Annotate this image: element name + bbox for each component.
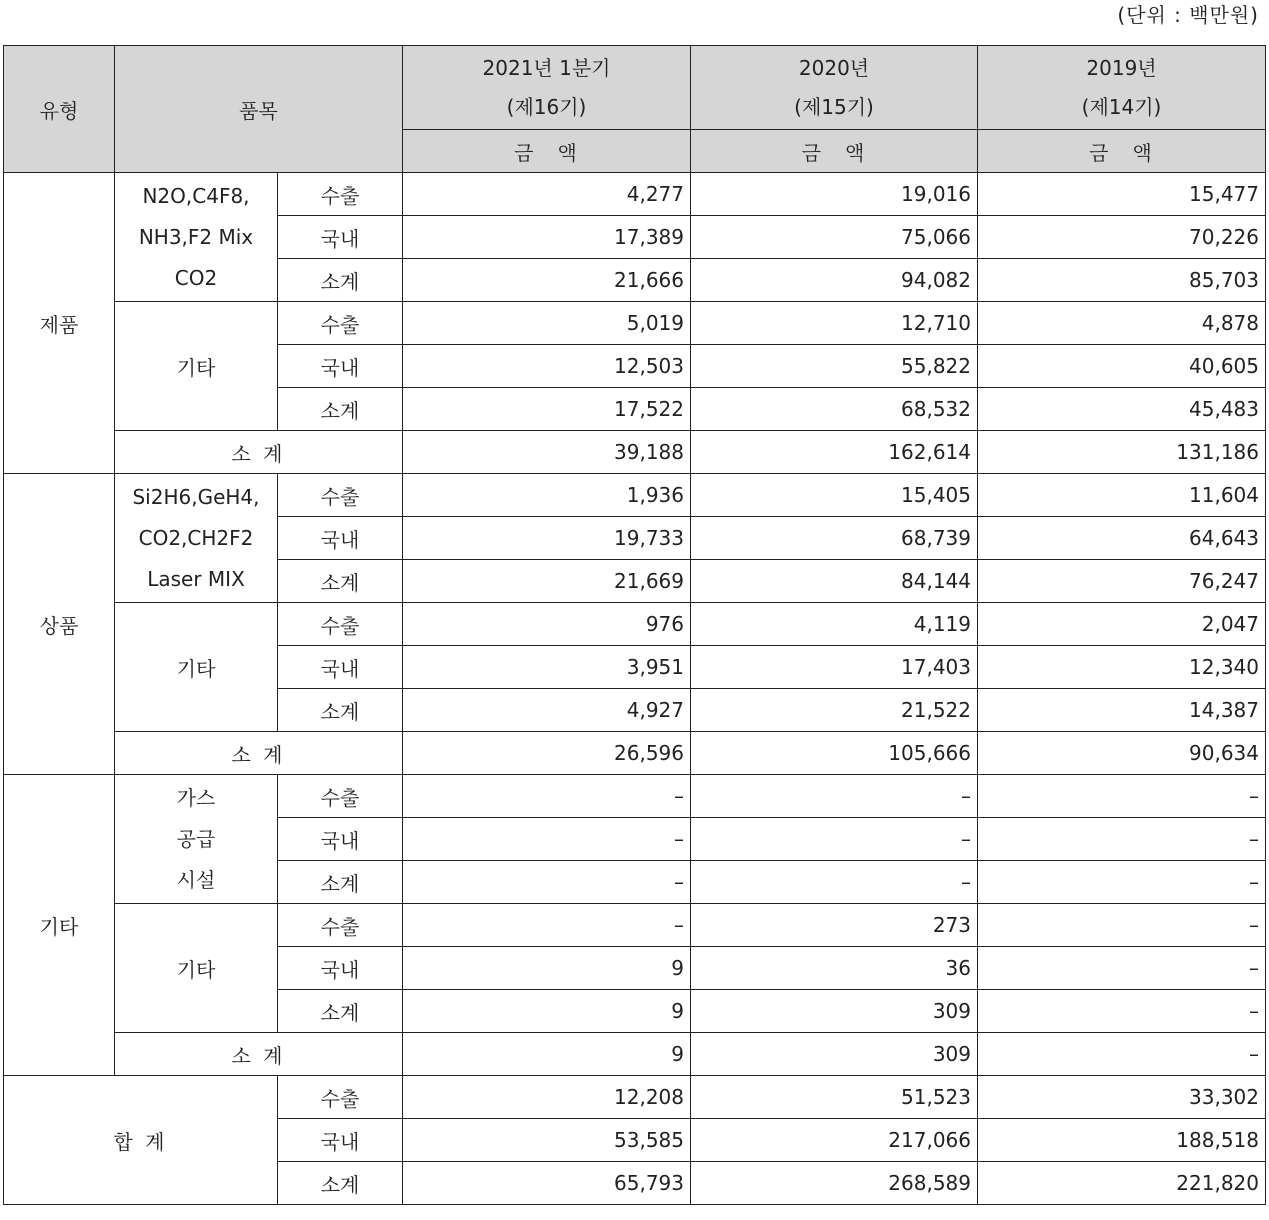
value-cell: 188,518 <box>978 1119 1266 1162</box>
kind-cell: 국내 <box>278 517 403 560</box>
value-cell: 70,226 <box>978 216 1266 259</box>
type-cell: 제품 <box>4 173 115 474</box>
value-cell: – <box>403 861 691 904</box>
value-cell: 75,066 <box>691 216 978 259</box>
value-cell: 17,522 <box>403 388 691 431</box>
total-label: 합 계 <box>4 1076 278 1205</box>
header-amount: 금 액 <box>403 130 691 173</box>
value-cell: – <box>978 818 1266 861</box>
value-cell: 33,302 <box>978 1076 1266 1119</box>
value-cell: – <box>978 1033 1266 1076</box>
value-cell: 268,589 <box>691 1162 978 1205</box>
kind-cell: 수출 <box>278 603 403 646</box>
subtotal-row <box>4 1033 1266 1076</box>
item-name-cell <box>115 775 278 904</box>
value-cell: 21,522 <box>691 689 978 732</box>
table-row <box>4 904 1266 947</box>
value-cell: 3,951 <box>403 646 691 689</box>
item-name-line: 공급 <box>176 826 216 851</box>
value-cell: 85,703 <box>978 259 1266 302</box>
header-year-2021 <box>403 46 691 130</box>
value-cell: 9 <box>403 1033 691 1076</box>
value-cell: 4,878 <box>978 302 1266 345</box>
value-cell: – <box>691 818 978 861</box>
kind-cell: 소계 <box>278 560 403 603</box>
value-cell: 217,066 <box>691 1119 978 1162</box>
value-cell: 39,188 <box>403 431 691 474</box>
value-cell: 105,666 <box>691 732 978 775</box>
kind-cell: 수출 <box>278 775 403 818</box>
header-year-2019 <box>978 46 1266 130</box>
item-name-cell <box>115 474 278 603</box>
value-cell: 51,523 <box>691 1076 978 1119</box>
value-cell: 94,082 <box>691 259 978 302</box>
item-name-line: CO2,CH2F2 <box>138 525 254 550</box>
value-cell: 12,503 <box>403 345 691 388</box>
type-cell: 기타 <box>4 775 115 1076</box>
value-cell: 131,186 <box>978 431 1266 474</box>
value-cell: 273 <box>691 904 978 947</box>
sales-table <box>3 45 1266 1205</box>
value-cell: 40,605 <box>978 345 1266 388</box>
item-name-line: Laser MIX <box>147 566 245 591</box>
type-cell: 상품 <box>4 474 115 775</box>
value-cell: 53,585 <box>403 1119 691 1162</box>
value-cell: 12,340 <box>978 646 1266 689</box>
unit-note: (단위 : 백만원) <box>1117 3 1259 27</box>
value-cell: 4,277 <box>403 173 691 216</box>
kind-cell: 소계 <box>278 388 403 431</box>
value-cell: 12,710 <box>691 302 978 345</box>
value-cell: 26,596 <box>403 732 691 775</box>
item-name-line: N2O,C4F8, <box>142 183 250 208</box>
header-period-label: (제15기) <box>794 94 874 119</box>
kind-cell: 수출 <box>278 1076 403 1119</box>
table-row <box>4 302 1266 345</box>
header-year-label: 2020년 <box>798 55 870 80</box>
value-cell: 15,477 <box>978 173 1266 216</box>
item-name-line: CO2 <box>174 265 218 290</box>
item-name-cell: 기타 <box>115 603 278 732</box>
value-cell: – <box>978 775 1266 818</box>
value-cell: 309 <box>691 1033 978 1076</box>
value-cell: 64,643 <box>978 517 1266 560</box>
value-cell: 15,405 <box>691 474 978 517</box>
kind-cell: 국내 <box>278 345 403 388</box>
value-cell: 4,927 <box>403 689 691 732</box>
kind-cell: 수출 <box>278 474 403 517</box>
kind-cell: 국내 <box>278 818 403 861</box>
item-name-line: 가스 <box>176 785 216 810</box>
header-year-label: 2019년 <box>1086 55 1157 80</box>
value-cell: – <box>403 818 691 861</box>
header-year-label: 2021년 1분기 <box>482 55 611 80</box>
kind-cell: 수출 <box>278 302 403 345</box>
table-row <box>4 474 1266 517</box>
item-name-cell <box>115 173 278 302</box>
value-cell: – <box>978 904 1266 947</box>
item-name-line: Si2H6,GeH4, <box>132 484 260 509</box>
value-cell: 14,387 <box>978 689 1266 732</box>
value-cell: 21,669 <box>403 560 691 603</box>
value-cell: – <box>403 904 691 947</box>
header-type: 유형 <box>4 46 115 173</box>
value-cell: 976 <box>403 603 691 646</box>
item-name-cell: 기타 <box>115 302 278 431</box>
value-cell: 1,936 <box>403 474 691 517</box>
header-year-2020 <box>691 46 978 130</box>
kind-cell: 국내 <box>278 646 403 689</box>
value-cell: 221,820 <box>978 1162 1266 1205</box>
value-cell: – <box>978 990 1266 1033</box>
value-cell: 68,532 <box>691 388 978 431</box>
value-cell: 9 <box>403 990 691 1033</box>
kind-cell: 수출 <box>278 904 403 947</box>
subtotal-row <box>4 732 1266 775</box>
item-name-cell: 기타 <box>115 904 278 1033</box>
kind-cell: 소계 <box>278 990 403 1033</box>
header-item: 품목 <box>115 46 403 173</box>
kind-cell: 소계 <box>278 689 403 732</box>
header-amount: 금 액 <box>978 130 1266 173</box>
kind-cell: 소계 <box>278 1162 403 1205</box>
value-cell: – <box>978 947 1266 990</box>
subtotal-row <box>4 431 1266 474</box>
value-cell: 11,604 <box>978 474 1266 517</box>
value-cell: 2,047 <box>978 603 1266 646</box>
subtotal-label: 소 계 <box>115 1033 403 1076</box>
kind-cell: 소계 <box>278 861 403 904</box>
value-cell: 55,822 <box>691 345 978 388</box>
kind-cell: 국내 <box>278 947 403 990</box>
value-cell: 21,666 <box>403 259 691 302</box>
value-cell: 17,389 <box>403 216 691 259</box>
value-cell: 65,793 <box>403 1162 691 1205</box>
value-cell: 90,634 <box>978 732 1266 775</box>
value-cell: 19,016 <box>691 173 978 216</box>
kind-cell: 국내 <box>278 216 403 259</box>
value-cell: 19,733 <box>403 517 691 560</box>
value-cell: 12,208 <box>403 1076 691 1119</box>
value-cell: 36 <box>691 947 978 990</box>
kind-cell: 국내 <box>278 1119 403 1162</box>
subtotal-label: 소 계 <box>115 431 403 474</box>
value-cell: 68,739 <box>691 517 978 560</box>
kind-cell: 수출 <box>278 173 403 216</box>
total-row <box>4 1076 1266 1119</box>
value-cell: 76,247 <box>978 560 1266 603</box>
value-cell: 45,483 <box>978 388 1266 431</box>
table-row <box>4 173 1266 216</box>
header-amount: 금 액 <box>691 130 978 173</box>
subtotal-label: 소 계 <box>115 732 403 775</box>
value-cell: 5,019 <box>403 302 691 345</box>
value-cell: 9 <box>403 947 691 990</box>
kind-cell: 소계 <box>278 259 403 302</box>
table-row <box>4 775 1266 818</box>
value-cell: 4,119 <box>691 603 978 646</box>
value-cell: – <box>403 775 691 818</box>
value-cell: 309 <box>691 990 978 1033</box>
value-cell: – <box>978 861 1266 904</box>
header-period-label: (제14기) <box>1081 94 1162 119</box>
value-cell: 84,144 <box>691 560 978 603</box>
value-cell: 162,614 <box>691 431 978 474</box>
table-row <box>4 603 1266 646</box>
header-period-label: (제16기) <box>506 94 587 119</box>
item-name-line: NH3,F2 Mix <box>138 224 254 249</box>
value-cell: – <box>691 861 978 904</box>
value-cell: 17,403 <box>691 646 978 689</box>
item-name-line: 시설 <box>176 867 216 892</box>
value-cell: – <box>691 775 978 818</box>
